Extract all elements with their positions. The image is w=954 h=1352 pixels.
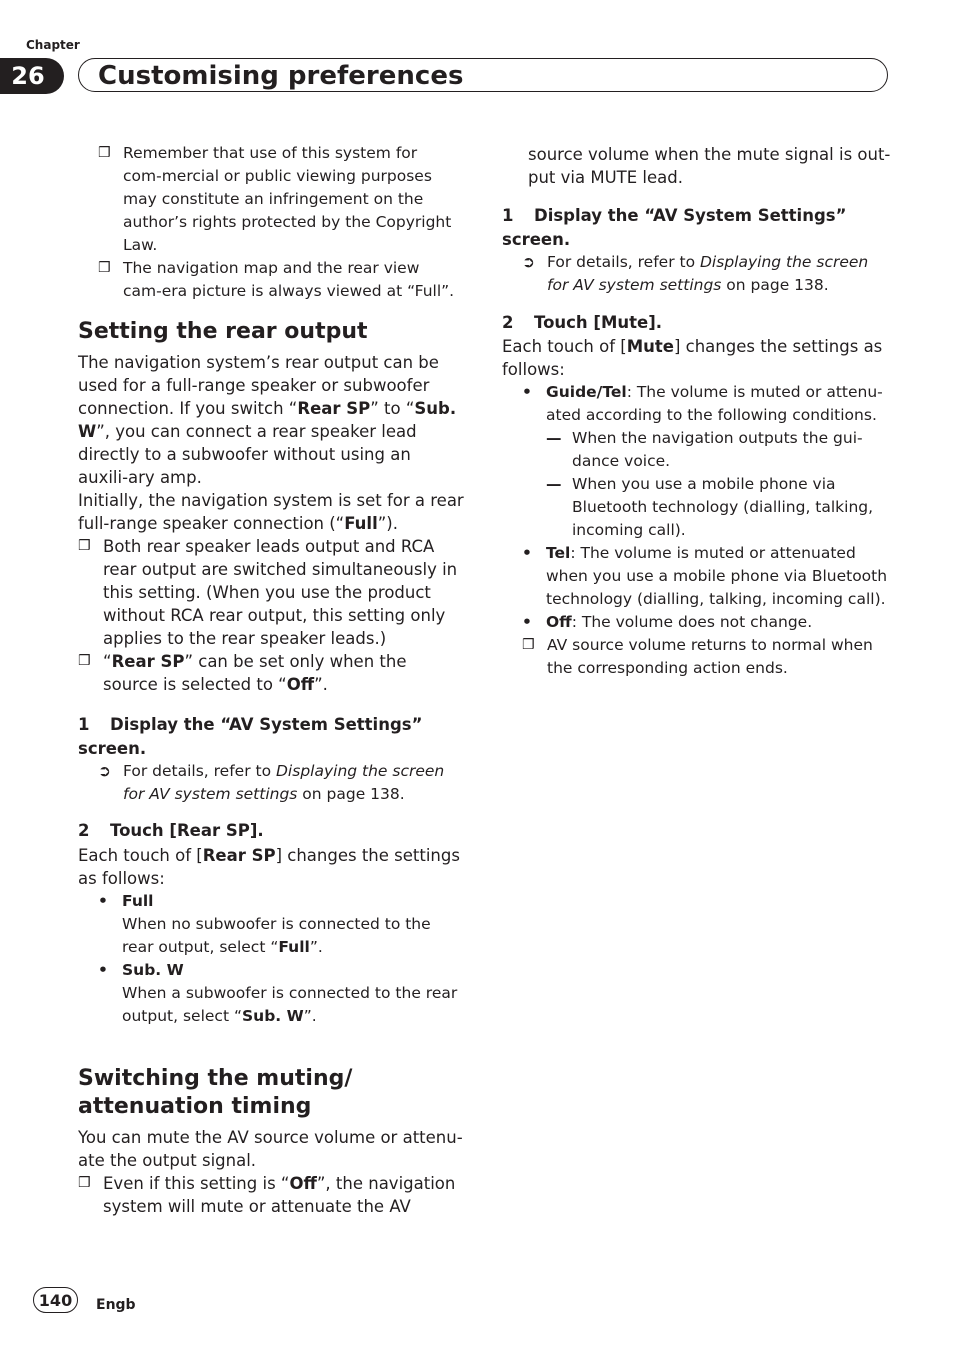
option-list [98, 890, 462, 1028]
note-item: ❒ The navigation map and the rear view cam-era picture is always viewed at “Full”. [98, 259, 455, 300]
step-1-reference: ➲ For details, refer to Displaying the screen for AV system settings on page 138. [522, 253, 869, 294]
list-item: • Tel: The volume is muted or attenuated when you use a mobile phone via Bluetooth technology (dialling, talking, incoming call). [522, 544, 888, 608]
section-heading: Switching the muting/ attenuation timing [78, 1066, 353, 1119]
bullet-icon: • [522, 613, 532, 631]
page-number: 140 [33, 1287, 78, 1313]
chapter-number: 26 [0, 58, 64, 94]
section-body [78, 1126, 466, 1218]
paragraph: The navigation system’s rear output can be used for a full-range speaker or subwoofer connection. If you switch “Rear SP” to “Sub. W”, you can connect a rear speaker lead directly to a subwoofer without using an auxili-ary amp. [78, 353, 457, 487]
step-2-description: Each touch of [Rear SP] changes the settings as follows: [78, 846, 460, 888]
note-item: ❒ Remember that use of this system for com-mercial or public viewing purposes may constitute an infringement on the author’s rights protected by the Copyright Law. [98, 144, 452, 254]
section-body [78, 351, 466, 696]
list-item: • Sub. W When a subwoofer is connected to the rear output, select “Sub. W”. [98, 961, 458, 1025]
bullet-icon: • [98, 892, 108, 910]
sub-list-item: — When the navigation outputs the gui-dance voice. [546, 429, 863, 470]
bullet-icon: • [522, 383, 532, 401]
checkbox-note-icon: ❒ [78, 1175, 91, 1191]
step-1: 1 Display the “AV System Settings” screen. [78, 715, 423, 758]
checkbox-note-icon: ❒ [98, 145, 111, 161]
checkbox-note-icon: ❒ [522, 637, 535, 653]
section-heading: Setting the rear output [78, 319, 368, 344]
arrow-reference-icon: ➲ [522, 253, 535, 271]
list-item: • Guide/Tel: The volume is muted or attenu-ated according to the following conditions. — When the navigation outputs the gui-dance voice. — When you use a mobile phone via Bluetooth technology (dialling, talking, incoming call). [522, 381, 894, 542]
step-2: 2 Touch [Mute]. [502, 313, 663, 332]
bullet-icon: • [522, 544, 532, 562]
checkbox-note-icon: ❒ [98, 260, 111, 276]
checkbox-note-icon: ❒ [78, 653, 91, 669]
page-language: Engb [96, 1297, 136, 1313]
step-1-reference: ➲ For details, refer to Displaying the screen for AV system settings on page 138. [98, 762, 445, 803]
dash-icon: — [546, 429, 562, 447]
bullet-icon: • [98, 961, 108, 979]
chapter-title: Customising preferences [98, 61, 464, 91]
sub-list-item: — When you use a mobile phone via Bluetooth technology (dialling, talking, incoming call). [546, 475, 874, 539]
note-item: ❒ Both rear speaker leads output and RCA rear output are switched simultaneously in this setting. (When you use the product without RCA rear output, this setting only applies to the rear speaker leads.) [78, 537, 458, 648]
checkbox-note-icon: ❒ [78, 538, 91, 554]
continued-text: source volume when the mute signal is out-put via MUTE lead. [528, 145, 891, 187]
list-item: • Off: The volume does not change. [522, 611, 894, 634]
intro-notes [98, 142, 460, 303]
note-item: ❒ AV source volume returns to normal when the corresponding action ends. [522, 636, 873, 677]
paragraph: You can mute the AV source volume or attenu-ate the output signal. [78, 1128, 463, 1170]
note-item: ❒ “Rear SP” can be set only when the source is selected to “Off”. [78, 652, 407, 694]
step-2: 2 Touch [Rear SP]. [78, 821, 264, 840]
option-list [522, 381, 894, 680]
chapter-label: Chapter [26, 38, 80, 52]
dash-icon: — [546, 475, 562, 493]
step-2-description: Each touch of [Mute] changes the settings as follows: [502, 337, 883, 379]
note-item: ❒ Even if this setting is “Off”, the navigation system will mute or attenuate the AV [78, 1174, 456, 1216]
step-1: 1 Display the “AV System Settings” screen. [502, 206, 847, 249]
paragraph: Initially, the navigation system is set for a rear full-range speaker connection (“Full”). [78, 491, 464, 533]
arrow-reference-icon: ➲ [98, 762, 111, 780]
list-item: • Full When no subwoofer is connected to the rear output, select “Full”. [98, 892, 431, 956]
